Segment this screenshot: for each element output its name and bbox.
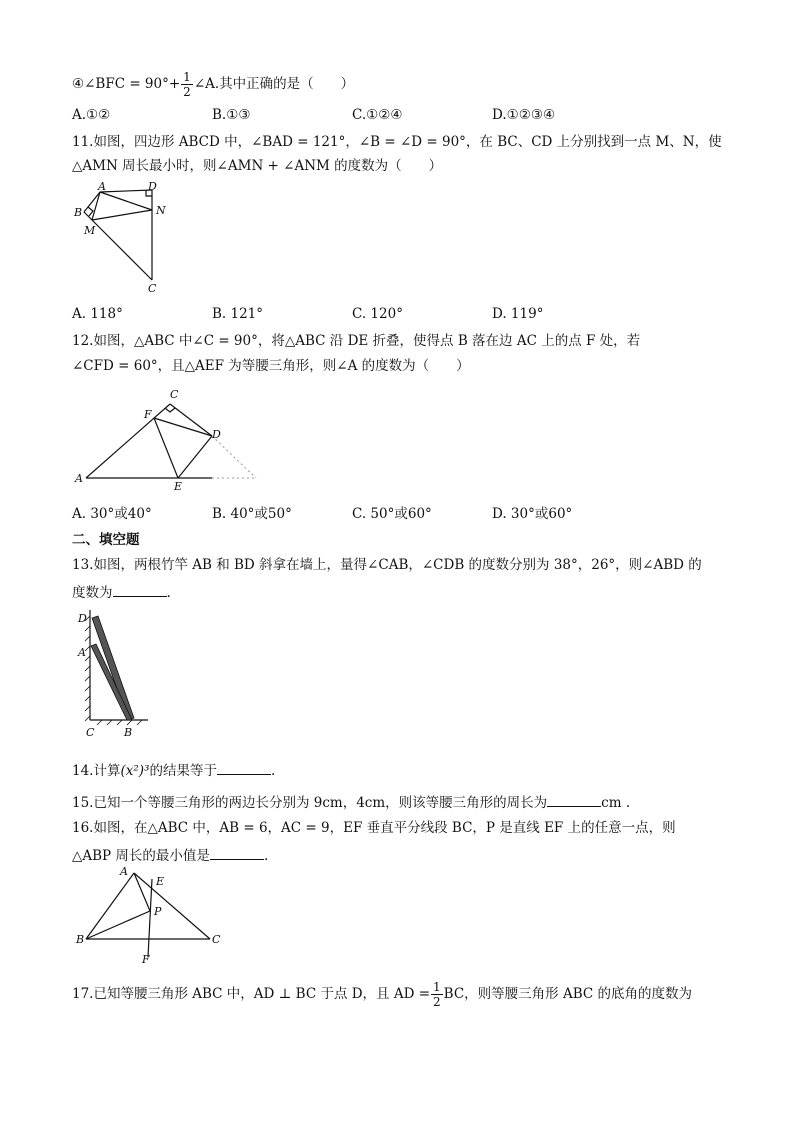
q11-text-line2: △AMN 周长最小时，则∠AMN + ∠ANM 的度数为（ ） [72, 158, 443, 174]
q11-option-b[interactable]: B. 121° [212, 306, 264, 322]
q10-option-b[interactable]: B.①③ [212, 107, 251, 123]
q16-label-f: F [142, 953, 150, 965]
q12-label-c: C [170, 388, 179, 401]
fraction: $\frac{1}{2}$ [433, 980, 441, 1009]
q13-label-b: B [124, 726, 133, 739]
q12-label-e: E [174, 480, 183, 493]
q12-label-a: A [75, 472, 83, 485]
q11-text-line1: 11.如图，四边形 ABCD 中，∠BAD = 121°，∠B = ∠D = 90°，在 BC、CD 上分别找到一点 M、N，使 [72, 134, 722, 150]
fraction: $\frac{1}{2}$ [183, 70, 191, 99]
q11-label-b: B [74, 206, 83, 219]
q16-answer-blank[interactable] [210, 845, 264, 860]
q12-text-line2: ∠CFD = 60°，且△AEF 为等腰三角形，则∠A 的度数为（ ） [72, 358, 470, 374]
q11-label-a: A [98, 182, 106, 193]
q14-text: 14.计算(x²)³的结果等于 . [72, 760, 275, 780]
q10-option-a[interactable]: A.①② [72, 107, 111, 123]
q11-quadrilateral-figure [72, 182, 172, 294]
q10-statement-4: ④∠BFC = 90°+ $\frac{1}{2}$ ∠A.其中正确的是（ ） [72, 70, 355, 99]
q16-label-p: P [154, 905, 162, 918]
q10-option-c[interactable]: C.①②④ [352, 107, 403, 123]
q17-text: 17.已知等腰三角形 ABC 中，AD ⊥ BC 于点 D，且 AD = $\frac{1}{2}$ BC，则等腰三角形 ABC 的底角的度数为 [72, 980, 693, 1009]
q12-option-d[interactable]: D. 30°或60° [492, 506, 573, 522]
q11-option-a[interactable]: A. 118° [72, 306, 123, 322]
q15-answer-blank[interactable] [547, 792, 601, 807]
q16-text-line2: △ABP 周长的最小值是 . [72, 845, 268, 865]
q13-bamboo-poles-figure [72, 604, 162, 746]
q10-option-d[interactable]: D.①②③④ [492, 107, 556, 123]
q11-option-c[interactable]: C. 120° [352, 306, 403, 322]
q13-answer-blank[interactable] [113, 582, 167, 597]
q12-label-d: D [212, 428, 221, 441]
q11-label-m: M [84, 224, 96, 237]
q11-label-n: N [156, 204, 166, 217]
q12-fold-triangle-figure [72, 386, 272, 494]
q12-option-c[interactable]: C. 50°或60° [352, 506, 432, 522]
section-heading-fill-in: 二、填空题 [72, 532, 140, 548]
q13-label-d: D [78, 612, 87, 625]
q14-answer-blank[interactable] [217, 760, 271, 775]
q16-label-a: A [120, 865, 128, 878]
q16-label-e: E [156, 875, 165, 888]
q13-text-line2: 度数为 . [72, 582, 171, 602]
q12-label-f: F [144, 408, 152, 421]
q15-text: 15.已知一个等腰三角形的两边长分别为 9cm，4cm，则该等腰三角形的周长为 cm . [72, 792, 630, 812]
q13-label-c: C [86, 726, 95, 739]
q16-text-line1: 16.如图，在△ABC 中，AB = 6，AC = 9，EF 垂直平分线段 BC，P 是直线 EF 上的任意一点，则 [72, 820, 676, 836]
q11-label-c: C [148, 282, 157, 294]
q16-label-c: C [212, 933, 221, 946]
q13-text-line1: 13.如图，两根竹竿 AB 和 BD 斜拿在墙上，量得∠CAB，∠CDB 的度数分别为 38°，26°，则∠ABD 的 [72, 557, 702, 573]
q14-expression: (x²)³ [120, 763, 150, 779]
q12-text-line1: 12.如图，△ABC 中∠C = 90°，将△ABC 沿 DE 折叠，使得点 B 落在边 AC 上的点 F 处，若 [72, 333, 641, 349]
q13-label-a: A [78, 646, 86, 659]
q16-perpendicular-bisector-figure [72, 865, 232, 965]
q12-option-b[interactable]: B. 40°或50° [212, 506, 292, 522]
q11-label-d: D [148, 182, 157, 193]
q12-option-a[interactable]: A. 30°或40° [72, 506, 152, 522]
q11-option-d[interactable]: D. 119° [492, 306, 544, 322]
q16-label-b: B [76, 933, 85, 946]
